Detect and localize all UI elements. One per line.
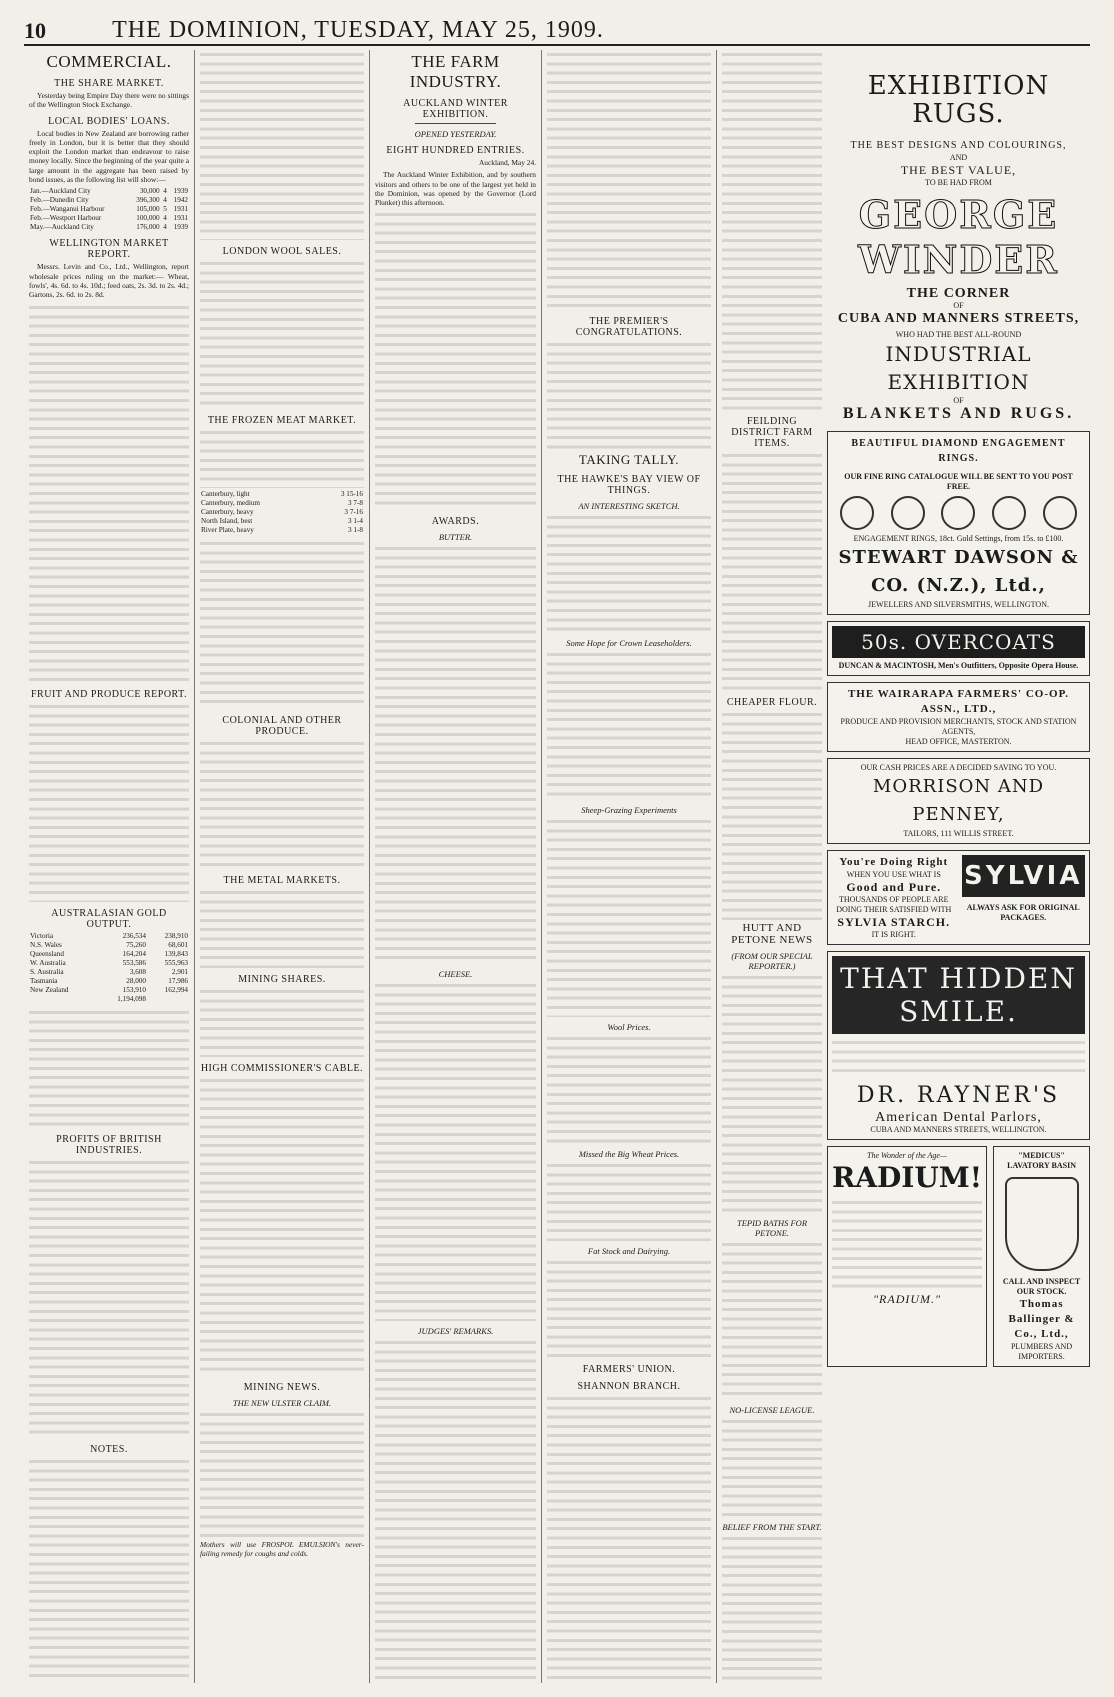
loans-table	[29, 187, 189, 232]
sylvia-logo: SYLVIA	[962, 855, 1086, 897]
subheading: THE HAWKE'S BAY VIEW OF THINGS.	[557, 474, 701, 496]
subheading: AUSTRALASIAN GOLD OUTPUT.	[51, 907, 167, 930]
table-row: Queensland 164,204 139,843	[30, 949, 188, 958]
ad-rayner-dental: THAT HIDDEN SMILE. DR. RAYNER'S American Dental Parlors, CUBA AND MANNERS STREETS, WELLINGTON.	[827, 951, 1090, 1140]
body-text	[29, 1158, 189, 1438]
table-row: Feb.—Westport Harbour 100,000 4 1931	[30, 214, 188, 223]
masthead	[24, 14, 1090, 46]
body-text	[547, 817, 711, 1017]
body-text	[832, 1038, 1085, 1078]
body-text	[200, 428, 364, 488]
body-text	[722, 1417, 822, 1517]
subheading: JUDGES' REMARKS.	[417, 1326, 494, 1337]
table-row: Feb.—Wanganui Harbour 105,000 5 1931	[30, 205, 188, 214]
body-text	[200, 1076, 364, 1376]
subheading: AWARDS.	[431, 516, 480, 528]
body-text	[375, 981, 536, 1321]
advertisements	[827, 50, 1090, 1683]
body-text	[547, 1258, 711, 1358]
table-row: Canterbury, light 3 15-16	[201, 490, 363, 498]
subheading: THE METAL MARKETS.	[223, 875, 341, 886]
notice: Mothers will use FROSPOL EMULSION's never-failing remedy for coughs and colds.	[200, 1540, 364, 1559]
ring-illustrations	[832, 496, 1085, 530]
meat-table	[200, 490, 364, 535]
page-title: THE DOMINION, TUESDAY, MAY 25, 1909.	[112, 17, 604, 43]
subheading: Some Hope for Crown Leaseholders.	[566, 638, 692, 648]
table-row: Jan.—Auckland City 30,000 4 1939	[30, 187, 188, 196]
section-heading: HUTT AND PETONE NEWS	[731, 922, 813, 946]
paragraph: The Auckland Winter Exhibition, and by southern visitors and others to be one of the largest yet held in the Dominion, was opened by the Governor (Lord Plunket) this afternoon.	[375, 170, 536, 208]
table-row: Canterbury, medium 3 7-8	[201, 499, 363, 507]
ad-overcoats: 50s. OVERCOATS DUNCAN & MACINTOSH, Men's Outfitters, Opposite Opera House.	[827, 621, 1090, 676]
table-row: River Plate, heavy 3 1-8	[201, 526, 363, 534]
ad-name: GEORGE WINDER	[858, 192, 1059, 282]
ad-stewart-dawson: BEAUTIFUL DIAMOND ENGAGEMENT RINGS. OUR FINE RING CATALOGUE WILL BE SENT TO YOU POST FREE. ENGAGEMENT RINGS, 18ct. Gold Settings, from 15s. to £100. STEWART DAWSON & CO. (N.Z.), Ltd., JEWELLERS AND SILVERSMITHS, WELLINGTON.	[827, 431, 1090, 615]
page-number: 10	[24, 18, 46, 43]
body-text	[547, 1034, 711, 1144]
table-row: W. Australia 553,586 555,963	[30, 958, 188, 967]
column-news	[542, 50, 717, 1683]
subheading: THE PREMIER'S CONGRATULATIONS.	[575, 316, 683, 338]
column-markets	[195, 50, 370, 1683]
subheading: HIGH COMMISSIONER'S CABLE.	[200, 1063, 364, 1074]
subheading: LONDON WOOL SALES.	[222, 246, 342, 257]
column-farm	[370, 50, 542, 1683]
subheading: COLONIAL AND OTHER PRODUCE.	[222, 715, 342, 737]
body-text	[200, 987, 364, 1057]
paragraph: Messrs. Levin and Co., Ltd., Wellington, report wholesale prices ruling on the market:— Wheat, fowls', 4s. 6d. to 4s. 10d.; feed oats, 2s. 3d. to 2s. 4d.; Gartons, 2s. 6d. to 2s. 8d.	[29, 262, 189, 300]
subheading: FARMERS' UNION.	[582, 1364, 676, 1375]
subheading: NO-LICENSE LEAGUE.	[729, 1405, 815, 1415]
body-text	[375, 1338, 536, 1683]
table-row: Victoria 236,534 238,910	[30, 931, 188, 940]
body-text	[722, 50, 822, 410]
subheading: PROFITS OF BRITISH INDUSTRIES.	[56, 1133, 162, 1156]
subheading: SHANNON BRANCH.	[577, 1381, 681, 1392]
subheading: EIGHT HUNDRED ENTRIES.	[386, 145, 525, 156]
ad-wairarapa: THE WAIRARAPA FARMERS' CO-OP. ASSN., LTD., PRODUCE AND PROVISION MERCHANTS, STOCK AND STATION AGENTS, HEAD OFFICE, MASTERTON.	[827, 682, 1090, 752]
ad-exhibition-rugs: EXHIBITION RUGS. THE BEST DESIGNS AND COLOURINGS, AND THE BEST VALUE, TO BE HAD FROM GEORGE WINDER THE CORNER OF CUBA AND MANNERS STREETS, WHO HAD THE BEST ALL-ROUND INDUSTRIAL EXHIBITION OF BLANKETS AND RUGS.	[827, 50, 1090, 425]
body-text	[375, 210, 536, 510]
subheading: CHEAPER FLOUR.	[726, 697, 818, 708]
ad-radium: The Wonder of the Age— RADIUM! "RADIUM."	[827, 1146, 987, 1367]
subheading: Sheep-Grazing Experiments	[581, 805, 677, 815]
subheading: Fat Stock and Dairying.	[587, 1246, 671, 1256]
table-row: New Zealand 153,910 162,994	[30, 985, 188, 994]
body-text	[375, 544, 536, 964]
paragraph: Local bodies in New Zealand are borrowing rather freely in London, but it is better that they should exploit the London market than endeavour to raise money locally. Since the beginning of the year quite a large amount in the aggregate has been raised by bond issues, as the following list will show:—	[29, 128, 189, 185]
table-row: S. Australia 3,608 2,901	[30, 967, 188, 976]
section-heading: TAKING TALLY.	[578, 452, 680, 467]
subheading: NOTES.	[90, 1443, 128, 1455]
subheading: MINING NEWS.	[243, 1382, 321, 1393]
subheading: AUCKLAND WINTER EXHIBITION.	[403, 98, 508, 120]
dateline: Auckland, May 24.	[478, 158, 536, 167]
body-text	[200, 50, 364, 240]
subheading: THE SHARE MARKET.	[54, 78, 164, 89]
table-row: Feb.—Dunedin City 396,300 4 1942	[30, 196, 188, 205]
subheading: AN INTERESTING SKETCH.	[578, 501, 680, 511]
subheading: Missed the Big Wheat Prices.	[578, 1149, 680, 1159]
subheading: TEPID BATHS FOR PETONE.	[736, 1218, 808, 1238]
basin-illustration	[1005, 1177, 1079, 1271]
table-row: Canterbury, heavy 3 7-16	[201, 508, 363, 516]
radium-title: RADIUM!	[832, 1161, 983, 1194]
body-text	[29, 1457, 189, 1683]
subheading: OPENED YESTERDAY.	[414, 129, 497, 139]
column-commercial	[24, 50, 195, 1683]
paragraph: Yesterday being Empire Day there were no sittings of the Wellington Stock Exchange.	[29, 91, 189, 110]
table-row: May.—Auckland City 176,000 4 1939	[30, 223, 188, 232]
body-text	[200, 539, 364, 709]
table-row: North Island, best 3 1-4	[201, 517, 363, 525]
section-heading: THE FARM INDUSTRY.	[409, 52, 502, 91]
subheading: FRUIT AND PRODUCE REPORT.	[31, 688, 187, 700]
subheading: THE NEW ULSTER CLAIM.	[232, 1398, 332, 1408]
body-text	[547, 650, 711, 800]
body-text	[722, 451, 822, 691]
subheading: LOCAL BODIES' LOANS.	[48, 115, 170, 127]
subheading: CHEESE.	[438, 969, 473, 980]
table-total: 1,194,098	[117, 994, 146, 1003]
section-heading: COMMERCIAL.	[46, 52, 172, 71]
body-text	[29, 303, 189, 683]
body-text	[200, 739, 364, 869]
subheading: (FROM OUR SPECIAL REPORTER.)	[731, 951, 813, 971]
body-text	[722, 1534, 822, 1683]
body-text	[547, 340, 711, 450]
subheading: BELIEF FROM THE START.	[722, 1522, 822, 1532]
ad-medicus-basin: "MEDICUS" LAVATORY BASIN CALL AND INSPECT OUR STOCK. Thomas Ballinger & Co., Ltd., PLUMBERS AND IMPORTERS.	[993, 1146, 1090, 1367]
table-row: N.S. Wales 75,260 68,601	[30, 940, 188, 949]
subheading: BUTTER.	[438, 532, 473, 543]
body-text	[200, 1410, 364, 1540]
subheading: FEILDING DISTRICT FARM ITEMS.	[731, 416, 813, 449]
body-text	[722, 710, 822, 920]
ad-morrison-penney: OUR CASH PRICES ARE A DECIDED SAVING TO YOU. MORRISON AND PENNEY, TAILORS, 111 WILLIS STREET.	[827, 758, 1090, 844]
body-text	[29, 702, 189, 902]
body-text	[200, 259, 364, 409]
body-text	[547, 513, 711, 633]
body-text	[832, 1198, 982, 1288]
body-text	[547, 1394, 711, 1683]
subheading: Wool Prices.	[607, 1022, 651, 1032]
subheading: MINING SHARES.	[238, 974, 326, 985]
body-text	[29, 1008, 189, 1128]
ads-bottom-row	[827, 1146, 1090, 1373]
gold-table	[29, 932, 189, 1004]
subheading: WELLINGTON MARKET REPORT.	[49, 238, 169, 261]
table-row: Tasmania 28,000 17,986	[30, 976, 188, 985]
body-text	[722, 1240, 822, 1400]
body-text	[547, 1161, 711, 1241]
ad-sylvia-starch: You're Doing Right WHEN YOU USE WHAT IS Good and Pure. THOUSANDS OF PEOPLE ARE DOING THEIR SATISFIED WITH SYLVIA STARCH. IT IS RIGHT. SYLVIA ALWAYS ASK FOR ORIGINAL PACKAGES.	[827, 850, 1090, 945]
column-local	[717, 50, 827, 1683]
subheading: THE FROZEN MEAT MARKET.	[207, 415, 357, 426]
body-text	[200, 888, 364, 968]
body-text	[722, 973, 822, 1213]
body-text	[547, 50, 711, 310]
